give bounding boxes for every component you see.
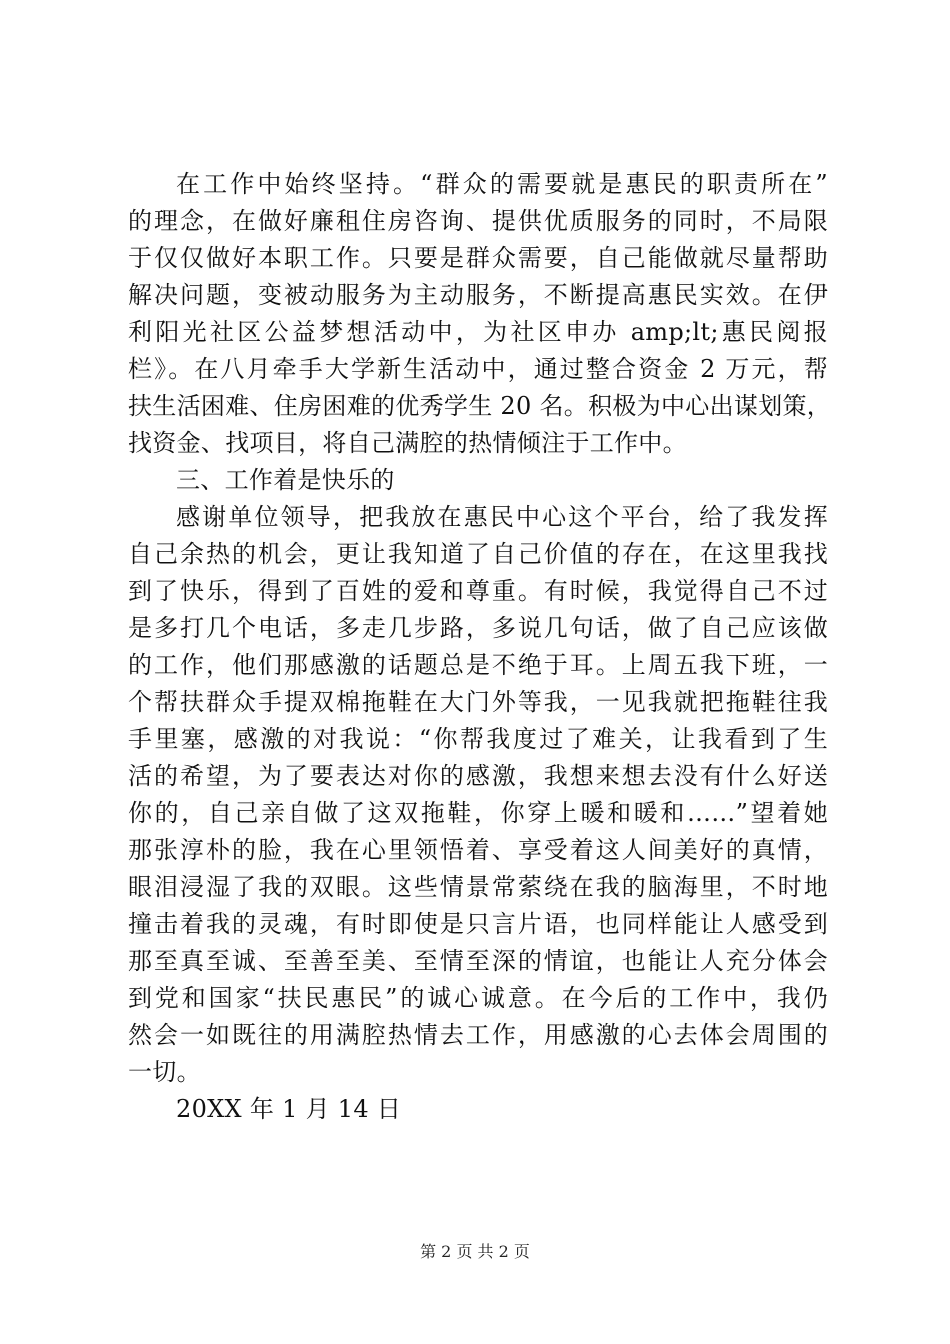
text-line: 20XX 年 1 月 14 日: [176, 1095, 402, 1123]
text-line: 的理念，在做好廉租住房咨询、提供优质服务的同时，不局限: [128, 207, 828, 235]
text-line: 个帮扶群众手提双棉拖鞋在大门外等我，一见我就把拖鞋往我: [128, 688, 828, 716]
text-line: 到党和国家“扶民惠民”的诚心诚意。在今后的工作中，我仍: [128, 984, 828, 1012]
text-line: 的工作，他们那感激的话题总是不绝于耳。上周五我下班，一: [128, 651, 828, 679]
text-line: 是多打几个电话，多走几步路，多说几句话，做了自己应该做: [128, 614, 828, 642]
text-line: 在工作中始终坚持。“群众的需要就是惠民的职责所在”: [176, 170, 828, 198]
text-line: 你的，自己亲自做了这双拖鞋，你穿上暖和暖和……”望着她: [128, 799, 828, 827]
text-line: 一切。: [128, 1058, 201, 1086]
text-line: 活的希望，为了要表达对你的感激，我想来想去没有什么好送: [128, 762, 828, 790]
text-line: 找资金、找项目，将自己满腔的热情倾注于工作中。: [128, 429, 687, 457]
text-line: 到了快乐，得到了百姓的爱和尊重。有时候，我觉得自己不过: [128, 577, 828, 605]
text-line: 解决问题，变被动服务为主动服务，不断提高惠民实效。在伊: [128, 281, 828, 309]
text-line: 那至真至诚、至善至美、至情至深的情谊，也能让人充分体会: [128, 947, 828, 975]
text-line: 栏》。在八月牵手大学新生活动中，通过整合资金 2 万元，帮: [128, 355, 828, 383]
page-footer: 第 2 页 共 2 页: [420, 1242, 530, 1261]
text-line: 然会一如既往的用满腔热情去工作，用感激的心去体会周围的: [128, 1021, 828, 1049]
text-line: 撞击着我的灵魂，有时即使是只言片语，也同样能让人感受到: [128, 910, 828, 938]
text-line: 扶生活困难、住房困难的优秀学生 20 名。积极为中心出谋划策，: [128, 392, 832, 420]
text-line: 眼泪浸湿了我的双眼。这些情景常萦绕在我的脑海里，不时地: [128, 873, 828, 901]
text-line: 那张淳朴的脸，我在心里领悟着、享受着这人间美好的真情，: [128, 836, 828, 864]
text-line: 手里塞，感激的对我说：“你帮我度过了难关，让我看到了生: [128, 725, 828, 753]
text-line: 三、工作着是快乐的: [176, 466, 395, 494]
text-line: 自己余热的机会，更让我知道了自己价值的存在，在这里我找: [128, 540, 828, 568]
text-line: 于仅仅做好本职工作。只要是群众需要，自己能做就尽量帮助: [128, 244, 828, 272]
text-line: 利阳光社区公益梦想活动中，为社区申办 amp;lt;惠民阅报: [128, 318, 828, 346]
text-line: 感谢单位领导，把我放在惠民中心这个平台，给了我发挥: [176, 503, 828, 531]
document-body: [128, 166, 832, 1128]
